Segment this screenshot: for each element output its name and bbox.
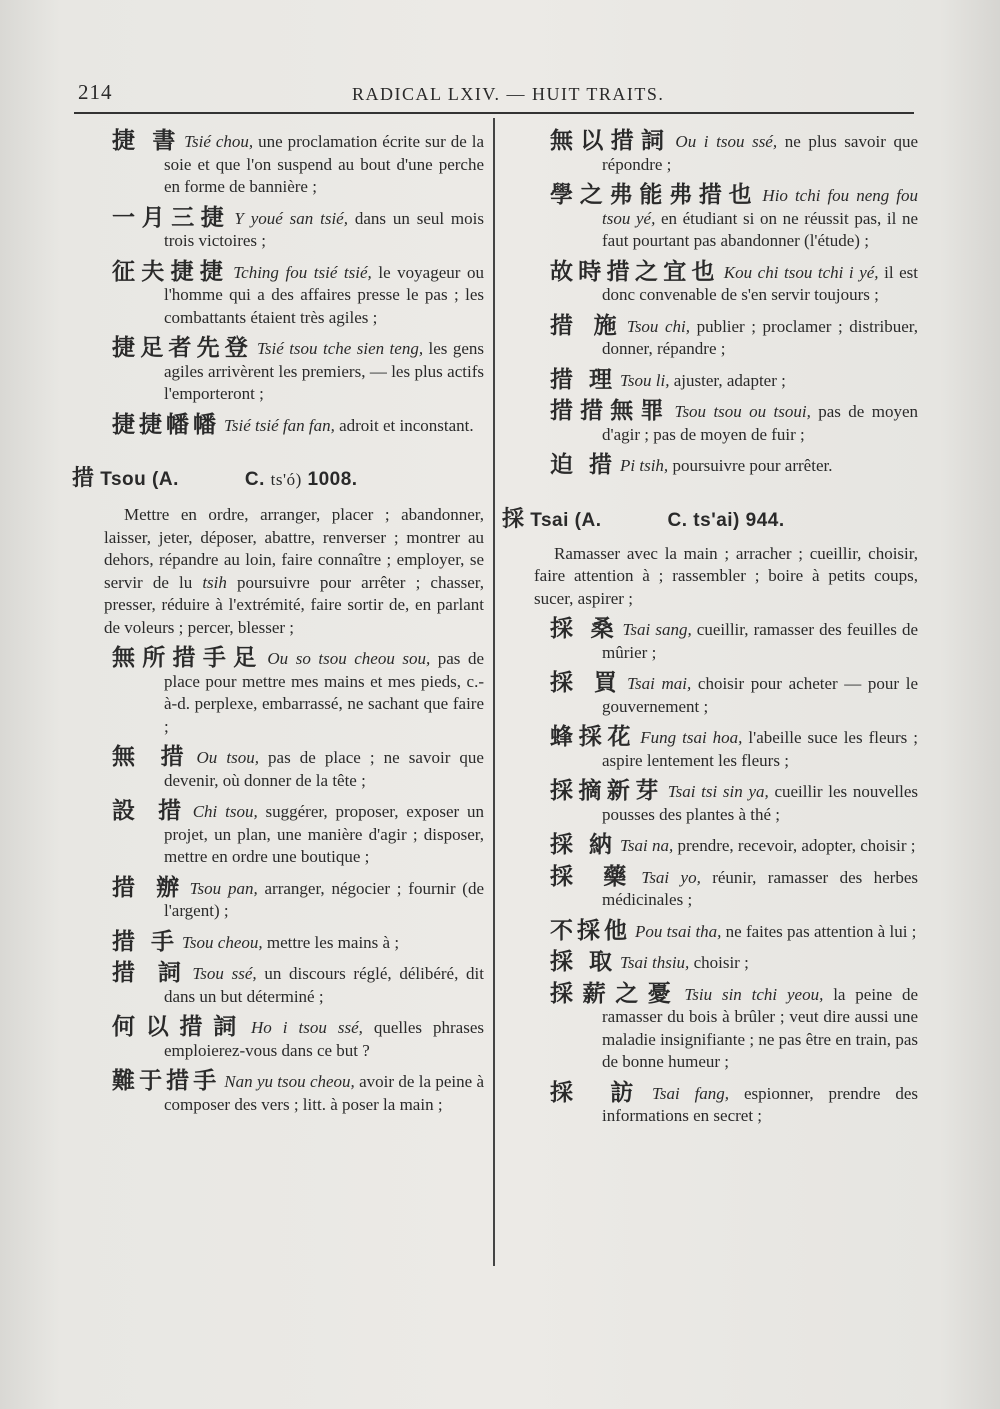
entry-definition: un discours réglé, délibéré, dit dans un but déterminé ; <box>164 964 484 1006</box>
entry-transliteration: Tching fou tsié tsié, <box>233 262 372 282</box>
entry-definition: mettre les mains à ; <box>262 932 400 952</box>
entry-definition: espionner, prendre des informations en secret ; <box>602 1083 918 1125</box>
heading-romanization: Tsai (A. <box>530 509 602 531</box>
entry-transliteration: Tsiu sin tchi yeou, <box>684 984 824 1004</box>
heading-cantonese: ts'ai) <box>693 509 740 531</box>
entry-definition: cueillir les nouvelles pousses des plantes à thé ; <box>602 782 918 824</box>
entry-definition: pas de moyen d'agir ; pas de moyen de fuir ; <box>602 402 919 444</box>
entry-characters: 不採他 <box>550 917 631 944</box>
right-column <box>502 128 919 1128</box>
dictionary-entry <box>112 1070 484 1116</box>
dictionary-entry <box>550 726 918 772</box>
heading-code: C. <box>244 469 265 490</box>
entry-characters: 採 納 <box>550 832 617 858</box>
entry-characters: 措 手 <box>112 928 179 955</box>
entry-transliteration: Pou tsai tha, <box>635 921 722 941</box>
entry-definition: pas de place pour mettre mes mains et mes pieds, c.-à-d. perplexe, embarrassé, ne sachant que faire ; <box>164 649 484 736</box>
dictionary-entry <box>112 962 484 1008</box>
left-entries <box>112 647 484 1116</box>
entry-transliteration: Tsai thsiu, <box>620 953 690 972</box>
entry-characters: 採 訪 <box>550 1079 648 1106</box>
dictionary-entry <box>550 1079 918 1128</box>
entry-characters: 採 桑 <box>550 616 619 642</box>
entry-transliteration: Tsai fang, <box>651 1083 730 1103</box>
heading-cantonese: ts'ó) <box>270 470 302 489</box>
dictionary-entry <box>550 366 918 393</box>
entry-definition: ne plus savoir que répondre ; <box>602 132 918 174</box>
entry-definition: ne faites pas attention à lui ; <box>721 921 917 941</box>
page-number: 214 <box>78 80 113 104</box>
entry-characters: 捷足者先登 <box>112 335 253 361</box>
entry-definition: le voyageur ou l'homme qui a des affaires presse le pas ; les combattants étaient très agiles ; <box>164 262 485 327</box>
dictionary-entry <box>112 204 484 253</box>
heading-character: 採 <box>502 506 525 532</box>
dictionary-entry <box>112 130 484 199</box>
running-head <box>74 80 914 106</box>
entry-definition: prendre, recevoir, adopter, choisir ; <box>673 836 916 855</box>
entry-transliteration: Tsai na, <box>620 836 674 855</box>
entry-characters: 措 理 <box>550 366 617 393</box>
heading-number: 1008. <box>307 469 358 490</box>
entry-definition: réunir, ramasser des herbes médicinales ; <box>602 867 918 909</box>
dictionary-entry <box>112 337 484 406</box>
heading-character: 措 <box>72 466 95 491</box>
dictionary-entry <box>550 312 919 361</box>
entry-transliteration: Tsai mai, <box>627 674 692 693</box>
entry-characters: 採摘新芽 <box>550 778 664 804</box>
entry-transliteration: Tsou cheou, <box>182 932 263 952</box>
right-entries <box>550 618 918 1128</box>
entry-characters: 採 取 <box>550 949 617 975</box>
heading-code: C. <box>667 509 688 531</box>
entry-definition: publier ; proclamer ; distribuer, donner, répandre ; <box>602 316 919 358</box>
entry-characters: 無所措手足 <box>112 645 264 671</box>
entry-characters: 設 措 <box>112 798 189 824</box>
entry-definition: les gens agiles arrivèrent les premiers, — les plus actifs l'emporteront ; <box>164 339 485 403</box>
entry-characters: 無 措 <box>112 744 193 770</box>
dictionary-entry <box>550 980 919 1074</box>
dictionary-entry <box>550 184 918 253</box>
entry-transliteration: Tsou pan, <box>189 878 258 898</box>
entry-characters: 故時措之宜也 <box>550 258 720 285</box>
left-entries-top <box>112 130 484 437</box>
entry-characters: 捷 書 <box>112 128 181 154</box>
dictionary-entry <box>550 130 918 176</box>
entry-definition: il est donc convenable de s'en servir toujours ; <box>602 262 918 304</box>
dictionary-entry <box>550 951 918 975</box>
entry-transliteration: Pi tsih, <box>620 456 669 475</box>
dictionary-entry <box>112 258 485 330</box>
entry-characters: 採 買 <box>550 670 624 696</box>
definition-text-end: poursuivre pour arrêter ; chasser, presser, réduire à l'extrémité, faire sortir de, en parlant de voleurs ; percer, blesser ; <box>104 572 485 637</box>
entry-characters: 一月三捷 <box>112 204 231 231</box>
entry-characters: 蜂採花 <box>550 724 637 750</box>
entry-characters: 難于措手 <box>112 1068 221 1094</box>
entry-characters: 捷捷幡幡 <box>112 411 220 438</box>
entry-transliteration: Nan yu tsou cheou, <box>224 1072 355 1091</box>
entry-characters: 征夫捷捷 <box>112 258 230 285</box>
entry-characters: 採 藥 <box>550 863 638 890</box>
entry-definition: arranger, négocier ; fournir (de l'argent) ; <box>164 878 484 920</box>
entry-transliteration: Kou chi tsou tchi i yé, <box>723 262 879 282</box>
entry-transliteration: Tsou li, <box>620 370 670 390</box>
entry-transliteration: Ou so tsou cheou sou, <box>267 649 431 668</box>
dictionary-entry <box>550 917 918 944</box>
entry-definition: ajuster, adapter ; <box>669 370 786 390</box>
entry-characters: 何以措詞 <box>112 1014 247 1040</box>
dictionary-entry <box>112 647 484 738</box>
entry-characters: 迫 措 <box>550 452 617 478</box>
entry-definition: la peine de ramasser du bois à brûler ; veut dire aussi une maladie insignifiante ; ne pas être en train, pas de bonne humeur ; <box>602 984 919 1071</box>
dictionary-entry <box>550 834 918 858</box>
heading-romanization: Tsou (A. <box>100 469 179 490</box>
dictionary-entry <box>112 800 484 869</box>
entry-heading-tsai <box>502 502 918 533</box>
entry-transliteration: Tsou ssé, <box>192 964 257 983</box>
entry-characters: 措 辦 <box>112 874 186 901</box>
entry-transliteration: Ho i tsou ssé, <box>251 1018 363 1037</box>
entry-definition: poursuivre pour arrêter. <box>668 456 833 475</box>
dictionary-entry <box>550 618 918 664</box>
entry-characters: 措 施 <box>550 312 623 339</box>
entry-definition: quelles phrases emploierez-vous dans ce but ? <box>164 1018 485 1060</box>
dictionary-entry <box>112 746 484 792</box>
entry-transliteration: Tsou tsou ou tsoui, <box>674 402 811 421</box>
heading-number: 944. <box>745 509 785 531</box>
entry-transliteration: Y youé san tsié, <box>234 208 348 228</box>
entry-characters: 措措無罪 <box>550 398 671 424</box>
entry-transliteration: Fung tsai hoa, <box>640 728 743 747</box>
dictionary-entry <box>550 863 918 912</box>
right-entries-top <box>550 130 918 478</box>
dictionary-entry <box>112 411 484 438</box>
dictionary-entry <box>550 258 918 307</box>
entry-definition: pas de place ; ne savoir que devenir, où donner de la tête ; <box>164 748 484 790</box>
entry-definition: dans un seul mois trois victoires ; <box>164 208 484 250</box>
entry-heading-tsou <box>72 461 484 492</box>
entry-transliteration: Ou tsou, <box>196 748 259 767</box>
entry-transliteration: Tsai tsi sin ya, <box>667 782 769 801</box>
entry-characters: 無以措詞 <box>550 128 672 154</box>
header-rule <box>74 112 914 114</box>
page-title: RADICAL LXIV. — HUIT TRAITS. <box>352 84 665 104</box>
entry-transliteration: Tsié tsié fan fan, <box>224 415 335 435</box>
entry-characters: 措 詞 <box>112 960 189 986</box>
dictionary-entry <box>550 780 918 826</box>
entry-transliteration: Ou i tsou ssé, <box>675 132 778 151</box>
entry-definition: suggérer, proposer, exposer un projet, un plan, une manière d'agir ; disposer, mettre en ordre une boutique ; <box>164 802 484 866</box>
entry-transliteration: Tsai sang, <box>622 620 692 639</box>
dictionary-entry <box>550 400 918 446</box>
entry-transliteration: Tsié chou, <box>184 132 254 151</box>
entry-definition: cueillir, ramasser des feuilles de mûrier ; <box>602 620 918 662</box>
definition-transliteration: tsih <box>202 572 227 592</box>
dictionary-entry <box>550 672 918 718</box>
dictionary-entry <box>550 454 918 478</box>
column-divider <box>493 118 495 1266</box>
entry-definition: adroit et inconstant. <box>334 415 474 435</box>
entry-transliteration: Tsou chi, <box>626 316 691 336</box>
entry-transliteration: Tsai yo, <box>641 867 701 887</box>
dictionary-entry <box>112 874 484 923</box>
entry-definition: une proclamation écrite sur de la soie et que l'on suspend au bout d'une perche en forme de bannière ; <box>164 132 485 196</box>
entry-transliteration: Hio tchi fou neng fou tsou yé, <box>602 186 919 228</box>
dictionary-entry <box>112 1016 484 1062</box>
entry-characters: 採薪之憂 <box>550 980 681 1007</box>
definition-text: Mettre en ordre, arranger, placer ; abandonner, laisser, jeter, déposer, abattre, renverser ; montrer au dehors, répandre au loin, faire connaître ; employer, se servir de lu <box>104 505 484 592</box>
entry-definition: choisir ; <box>689 953 749 972</box>
definition-tsai: Ramasser avec la main ; arracher ; cueillir, choisir, faire attention à ; rassembler ; boire à petits coups, sucer, aspirer ; <box>534 543 918 608</box>
left-column <box>72 128 485 1116</box>
entry-definition: l'abeille suce les fleurs ; aspire lentement les fleurs ; <box>602 728 918 770</box>
entry-characters: 學之弗能弗措也 <box>550 182 759 208</box>
entry-transliteration: Tsié tsou tche sien teng, <box>256 339 424 358</box>
entry-transliteration: Chi tsou, <box>192 802 258 821</box>
entry-definition: en étudiant si on ne réussit pas, il ne faut pourtant pas abandonner (l'étude) ; <box>602 208 918 250</box>
entry-definition: choisir pour acheter — pour le gouvernement ; <box>602 674 918 716</box>
entry-definition: avoir de la peine à composer des vers ; litt. à poser la main ; <box>164 1072 485 1114</box>
dictionary-entry <box>112 928 484 955</box>
definition-tsou <box>104 504 484 639</box>
